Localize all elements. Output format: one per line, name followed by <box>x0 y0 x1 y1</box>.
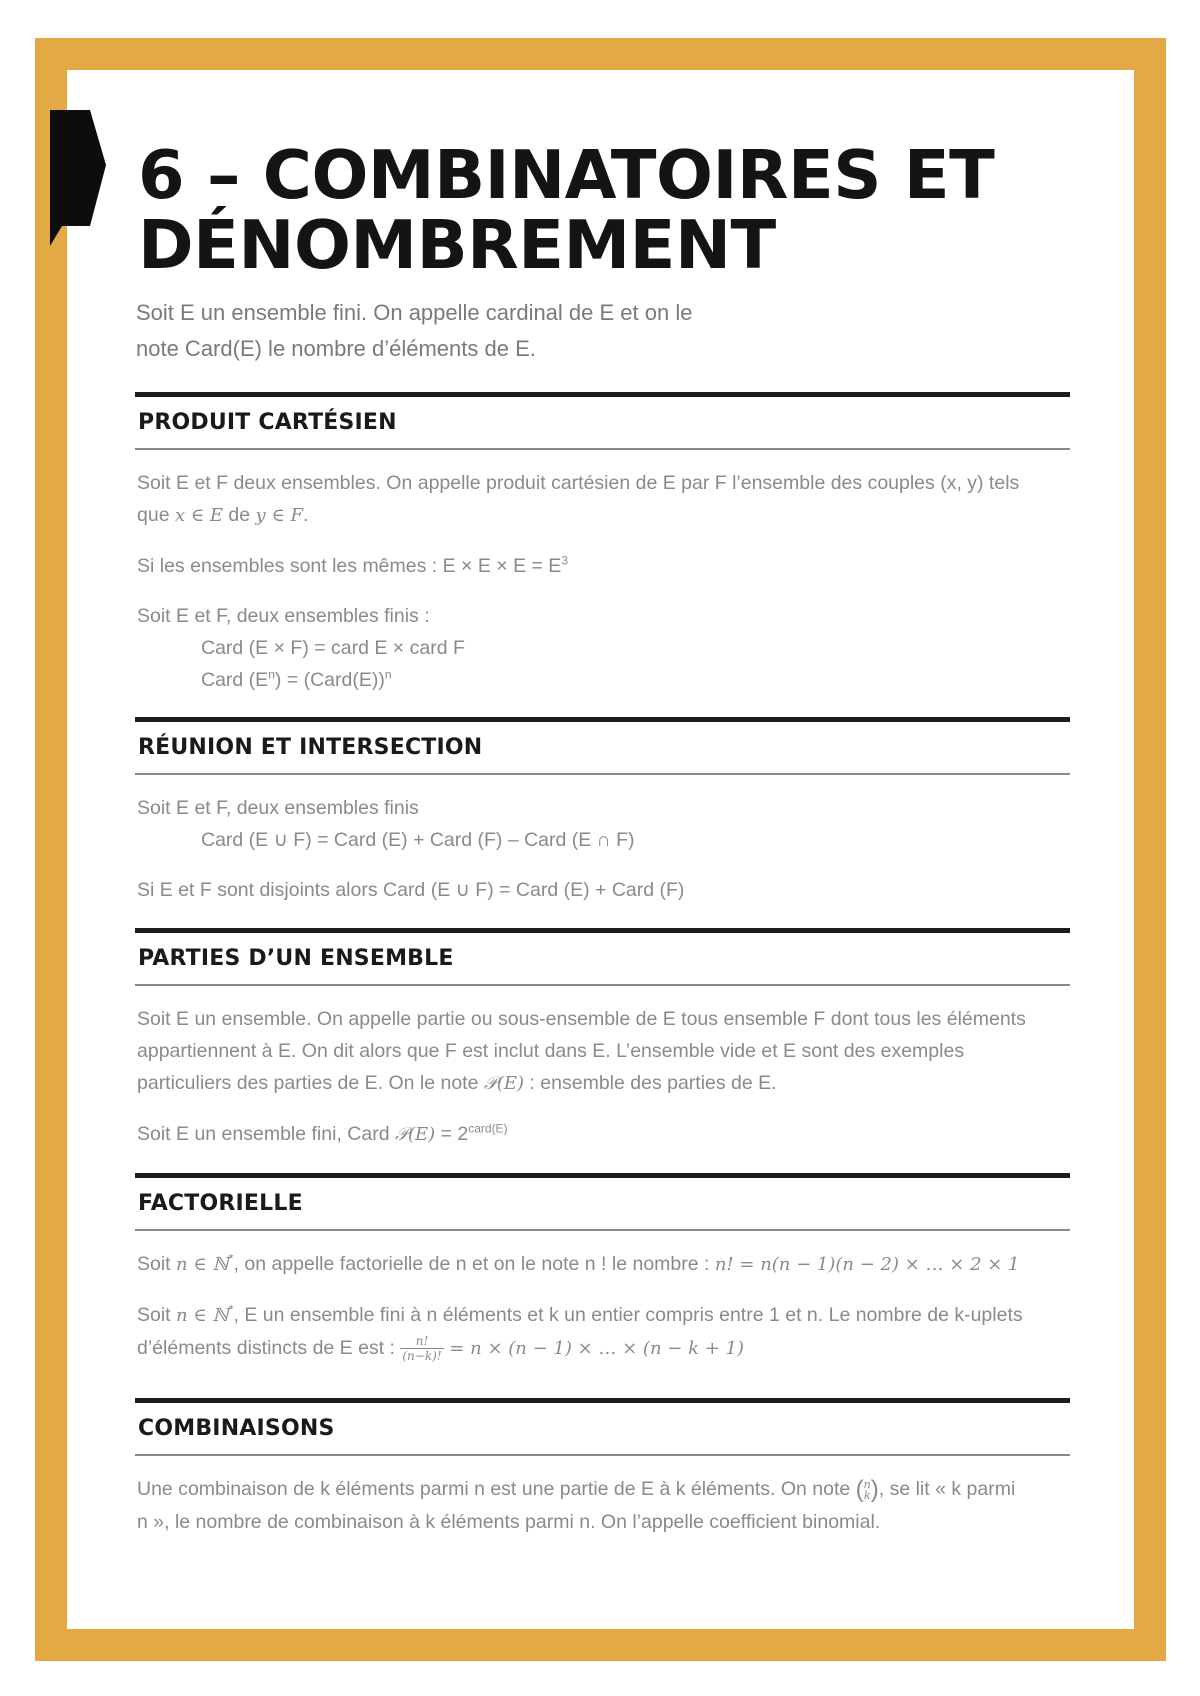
formula-line <box>137 664 1068 696</box>
paragraph <box>137 550 1068 582</box>
section-combinaisons <box>135 1398 1070 1556</box>
exponent: * <box>228 1302 234 1317</box>
text-fragment: , se lit « k parmi <box>878 1478 1016 1500</box>
text-fragment: de <box>223 504 256 526</box>
paragraph <box>137 1248 1068 1281</box>
intro-line-1: Soit E un ensemble fini. On appelle cardinal de E et on le <box>136 300 693 325</box>
intro-line-2: note Card(E) le nombre d’éléments de E. <box>136 336 536 361</box>
text-line: Soit E et F, deux ensembles finis <box>137 797 419 819</box>
text-line <box>137 499 1068 532</box>
paren-open: ( <box>855 1475 864 1503</box>
formula-line: Card (E × F) = card E × card F <box>201 637 465 659</box>
text-fragment: , E un ensemble fini à n éléments et k un entier compris entre 1 et n. Le nombre de k-uplets <box>233 1304 1023 1326</box>
text-fragment: Une combinaison de k éléments parmi n est une partie de E à k éléments. On note <box>137 1478 856 1500</box>
exponent: n <box>384 667 392 682</box>
math-expression: 𝒫(E) <box>394 1124 436 1145</box>
fraction-numerator: n! <box>400 1334 443 1349</box>
section-factorielle <box>135 1173 1070 1383</box>
binomial-bottom: k <box>863 1488 871 1502</box>
text-fragment: Soit <box>137 1304 177 1326</box>
text-fragment: = 2 <box>435 1123 469 1145</box>
text-fragment: ) = (Card(E)) <box>274 669 385 691</box>
text-fragment: Soit E un ensemble fini, Card <box>137 1123 395 1145</box>
exponent: n <box>268 667 275 682</box>
text-line: Soit E et F deux ensembles. On appelle produit cartésien de E par F l’ensemble des couples (x, y) tels <box>137 472 1020 494</box>
paragraph <box>137 792 1068 856</box>
intro-text <box>136 295 836 367</box>
text-fragment: Card (E <box>201 669 269 691</box>
text-fragment: , on appelle factorielle de n et on le note n ! le nombre : <box>233 1253 715 1275</box>
text-line <box>137 1299 1068 1332</box>
text-line: Soit E un ensemble. On appelle partie ou sous-ensemble de E tous ensemble F dont tous les éléments <box>137 1008 1026 1030</box>
text-line <box>137 1332 1068 1365</box>
text-fragment: Si les ensembles sont les mêmes : E × E × E = E <box>137 555 562 577</box>
section-body <box>135 1456 1070 1538</box>
text-fragment: . <box>302 504 309 526</box>
math-expression: n ∈ ℕ <box>176 1305 229 1326</box>
paragraph <box>137 1003 1068 1100</box>
section-body <box>135 775 1070 906</box>
paragraph <box>137 467 1068 532</box>
math-expression: 𝒫(E) <box>483 1073 525 1094</box>
math-expression: n ∈ ℕ <box>176 1254 229 1275</box>
text-line: Soit E et F, deux ensembles finis : <box>137 605 430 627</box>
section-body <box>135 986 1070 1151</box>
section-reunion-intersection <box>135 717 1070 924</box>
binomial-coefficient <box>864 1479 871 1501</box>
page-title <box>138 136 1078 284</box>
paragraph: Si E et F sont disjoints alors Card (E ∪ F) = Card (E) + Card (F) <box>137 879 685 901</box>
text-line <box>137 1067 1068 1100</box>
section-heading: RÉUNION ET INTERSECTION <box>138 735 483 760</box>
paren-close: ) <box>870 1475 879 1503</box>
section-heading: FACTORIELLE <box>138 1191 303 1216</box>
text-fragment: Soit <box>137 1253 177 1275</box>
section-produit-cartesien <box>135 392 1070 714</box>
math-expression: x ∈ E <box>174 505 224 526</box>
text-fragment: que <box>137 504 175 526</box>
paragraph <box>137 1473 1068 1538</box>
paragraph <box>137 1299 1068 1365</box>
text-line: appartiennent à E. On dit alors que F est inclut dans E. L’ensemble vide et E sont des exemples <box>137 1040 965 1062</box>
exponent: card(E) <box>468 1121 508 1136</box>
section-heading: PRODUIT CARTÉSIEN <box>138 410 397 435</box>
paragraph <box>137 600 1068 696</box>
section-heading: COMBINAISONS <box>138 1416 335 1441</box>
paragraph <box>137 1118 1068 1151</box>
fraction-denominator: (n−k)! <box>402 1349 442 1364</box>
text-fragment: d’éléments distincts de E est : <box>137 1337 401 1359</box>
exponent: 3 <box>561 553 569 568</box>
fraction <box>400 1334 443 1363</box>
math-expression: y ∈ F <box>255 505 303 526</box>
chapter-tab-icon <box>50 110 106 246</box>
math-expression: = n × (n − 1) × … × (n − k + 1) <box>443 1338 744 1359</box>
text-line: n », le nombre de combinaison à k éléments parmi n. On l’appelle coefficient binomial. <box>137 1510 881 1533</box>
formula-line: Card (E ∪ F) = Card (E) + Card (F) – Card (E ∩ F) <box>201 829 635 851</box>
section-body <box>135 1231 1070 1365</box>
binomial-top: n <box>863 1477 871 1491</box>
text-fragment: particuliers des parties de E. On le note <box>137 1072 484 1094</box>
section-body <box>135 450 1070 696</box>
text-line <box>137 1473 1068 1506</box>
exponent: * <box>228 1251 234 1266</box>
title-line-1: 6 – COMBINATOIRES ET <box>138 136 995 214</box>
section-parties-ensemble <box>135 928 1070 1169</box>
text-fragment: : ensemble des parties de E. <box>524 1072 777 1094</box>
math-expression: n! = n(n − 1)(n − 2) × … × 2 × 1 <box>714 1254 1020 1275</box>
title-line-2: DÉNOMBREMENT <box>138 206 776 284</box>
section-heading: PARTIES D’UN ENSEMBLE <box>138 946 454 971</box>
